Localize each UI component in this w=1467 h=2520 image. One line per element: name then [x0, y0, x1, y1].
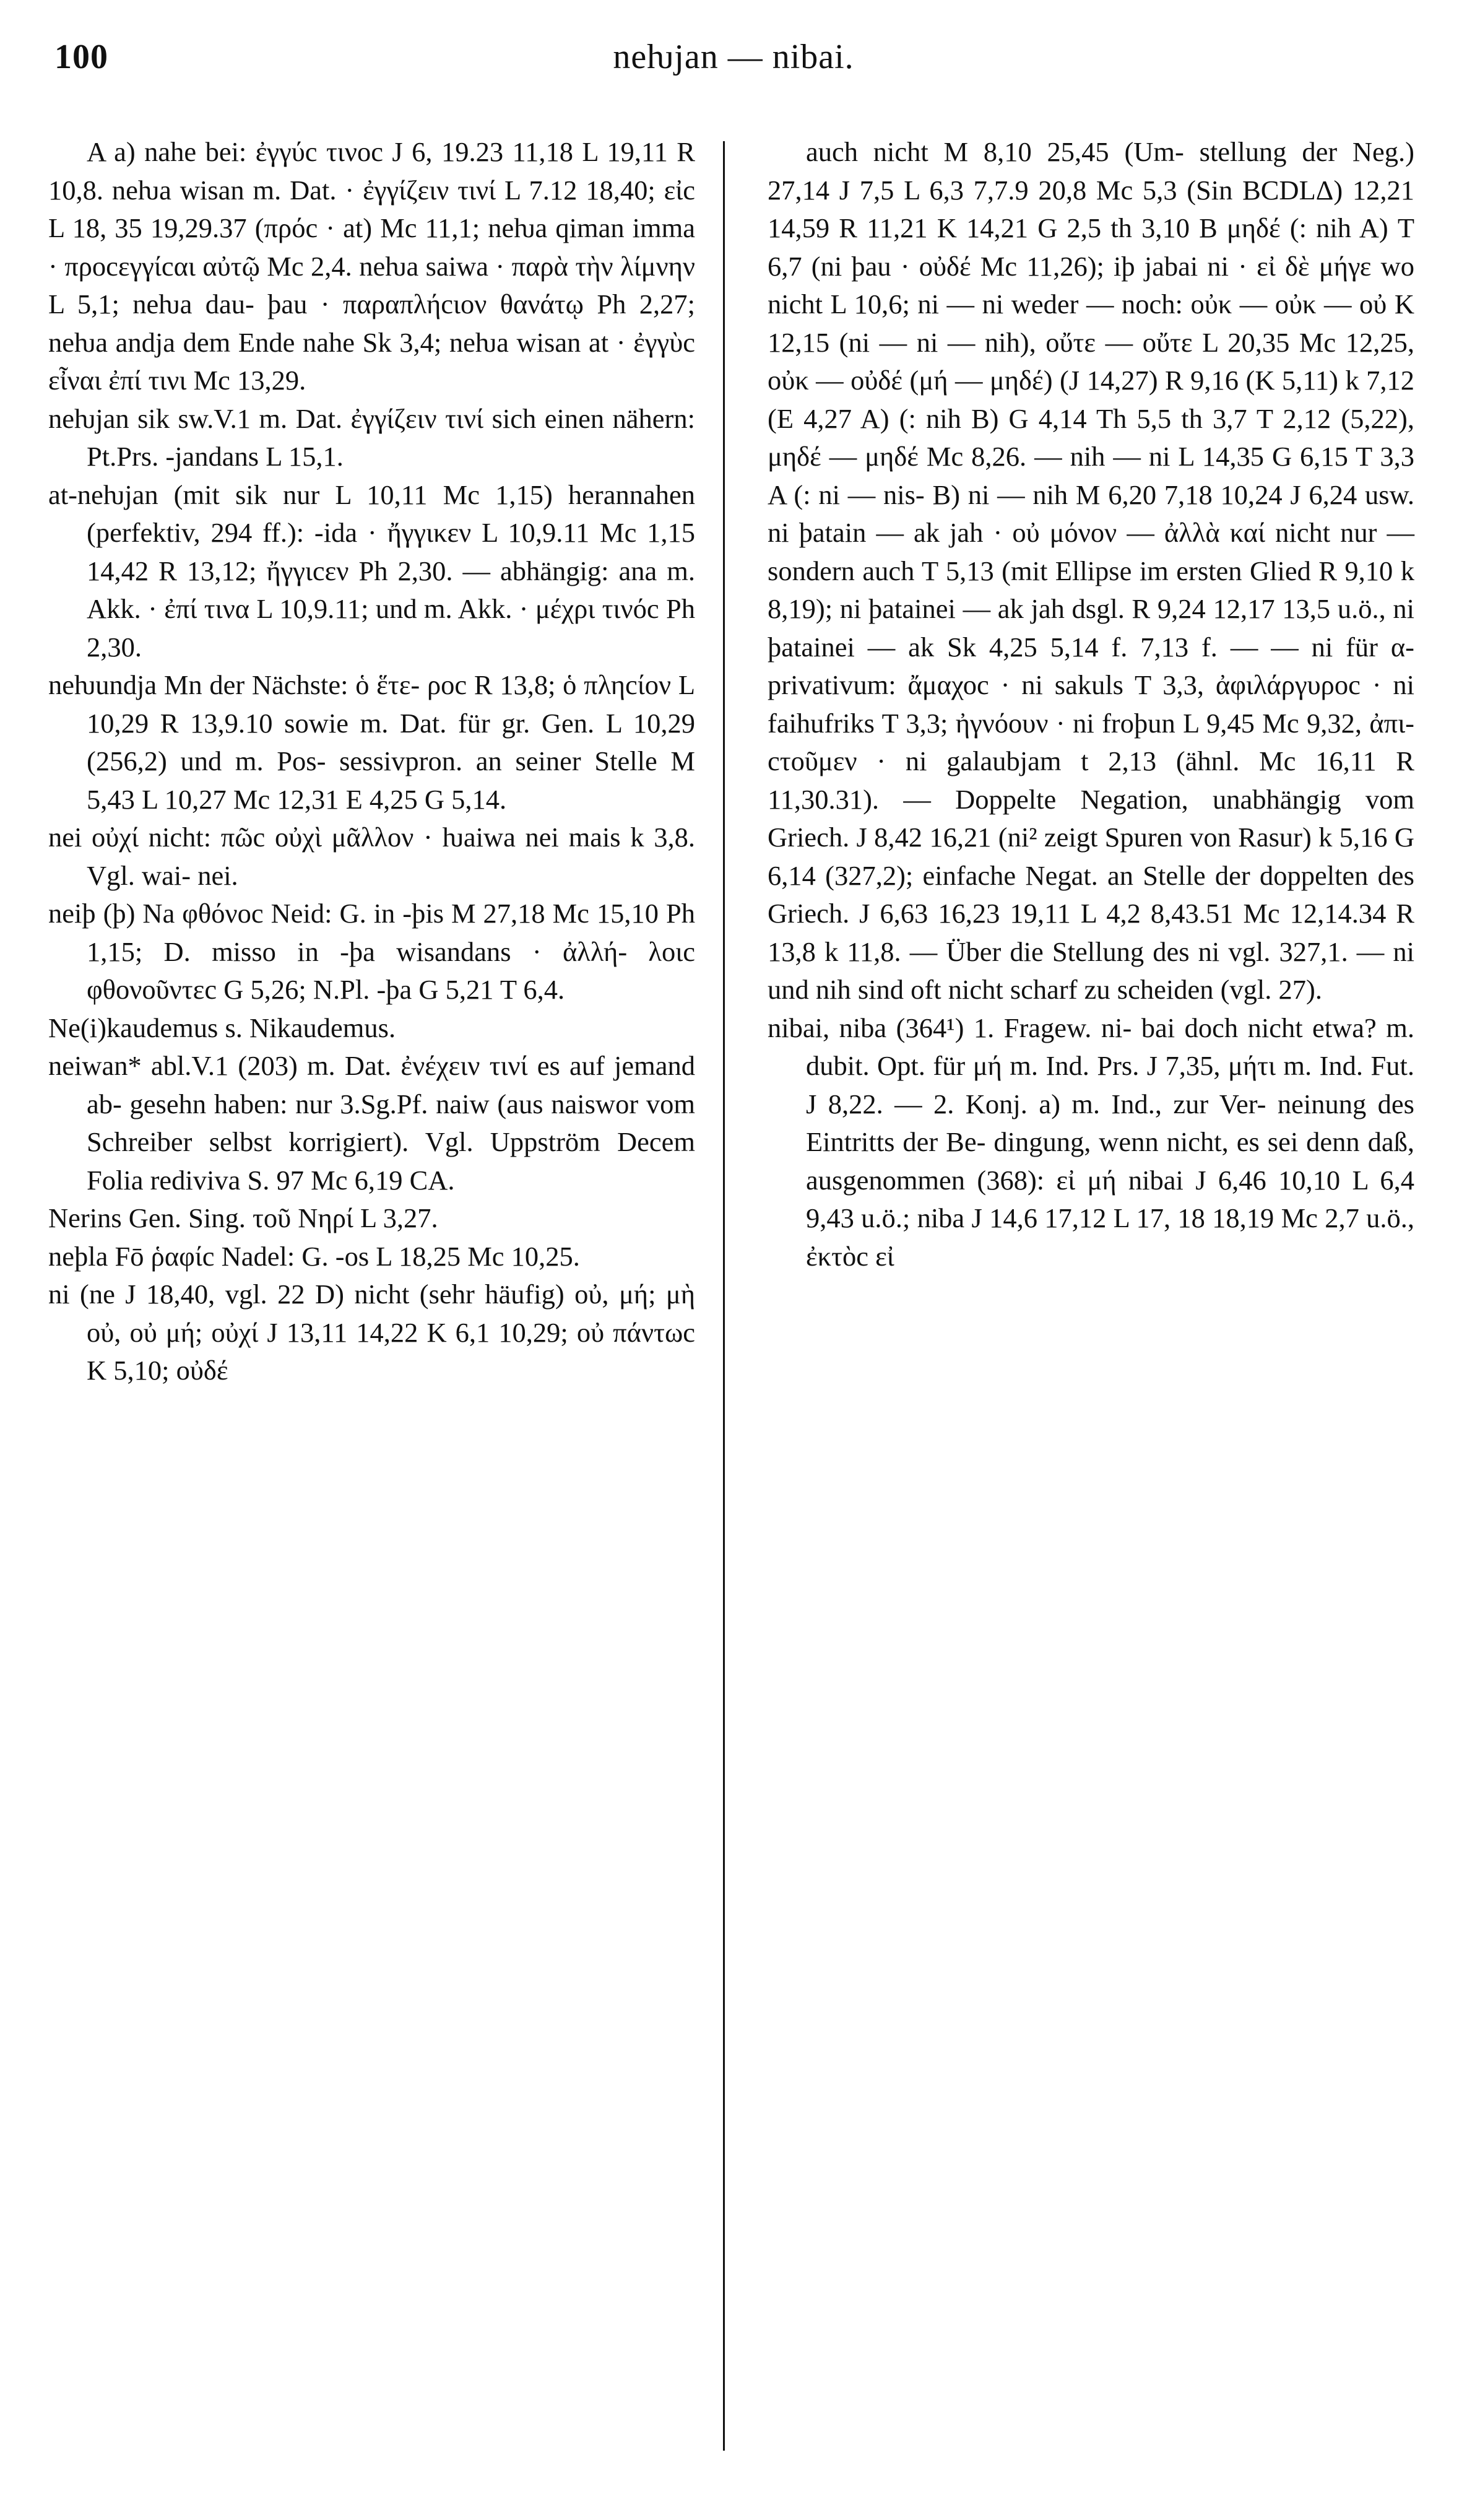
left-column — [48, 133, 695, 1390]
right-column — [768, 133, 1414, 1275]
page-header — [0, 37, 1467, 87]
entry: nibai, niba (364¹) 1. Fragew. ni- bai doch nicht etwa? m. dubit. Opt. für μή m. Ind. Prs. J 7,35, μήτι m. Ind. Fut. J 8,22. — 2. Konj. a) m. Ind., zur Ver- neinung des Eintritts der Be- dingung, wenn nicht, es sei denn daß, ausgenommen (368): εἰ μή nibai J 6,46 10,10 L 6,4 9,43 u.ö.; niba J 14,6 17,12 L 17, 18 18,19 Mc 2,7 u.ö., ἐκτὸc εἰ — [768, 1012, 1414, 1272]
running-head: neƕjan — nibai. — [613, 38, 854, 76]
entry: Nerins Gen. Sing. τοῦ Νηρί L 3,27. — [48, 1202, 438, 1233]
entry: nei οὐχί nicht: πῶc οὐχὶ μᾶλλον · ƕaiwa nei mais k 3,8. Vgl. wai- nei. — [48, 822, 695, 891]
page-number: 100 — [54, 38, 108, 76]
entry: ni (ne J 18,40, vgl. 22 D) nicht (sehr häufig) οὐ, μή; μὴ οὐ, οὐ μή; οὐχί J 13,11 14,22 K 6,1 10,29; οὐ πάντωc K 5,10; οὐδέ — [48, 1279, 695, 1386]
entry: Ne(i)kaudemus s. Nikaudemus. — [48, 1012, 396, 1043]
text-columns — [0, 133, 1467, 2486]
entry: A a) nahe bei: ἐγγύc τινοc J 6, 19.23 11,18 L 19,11 R 10,8. neƕa wisan m. Dat. · ἐγγίζειν τινί L 7.12 18,40; εἰc L 18, 35 19,29.37 (πρόc · at) Mc 11,1; neƕa qiman imma · προcεγγίcαι αὐτῷ Mc 2,4. neƕa saiwa · παρὰ τὴν λίμνην L 5,1; neƕa dau- þau · παραπλήcιον θανάτῳ Ph 2,27; neƕa andja dem Ende nahe Sk 3,4; neƕa wisan at · ἐγγὺc εἶναι ἐπί τινι Mc 13,29. — [48, 136, 695, 396]
entry: neþla Fō ῥαφίc Nadel: G. -os L 18,25 Mc 10,25. — [48, 1240, 580, 1272]
entry: neƕjan sik sw.V.1 m. Dat. ἐγγίζειν τινί sich einen nähern: Pt.Prs. -jandans L 15,1. — [48, 402, 695, 472]
entry: auch nicht M 8,10 25,45 (Um- stellung der Neg.) 27,14 J 7,5 L 6,3 7,7.9 20,8 Mc 5,3 (Sin BCDLΔ) 12,21 14,59 R 11,21 K 14,21 G 2,5 th 3,10 B μηδέ (: nih A) T 6,7 (ni þau · οὐδέ Mc 11,26); iþ jabai ni · εἰ δὲ μήγε wo nicht L 10,6; ni — ni weder — noch: οὐκ — οὐκ — οὐ K 12,15 (ni — ni — nih), οὔτε — οὔτε L 20,35 Mc 12,25, οὐκ — οὐδέ (μή — μηδέ) (J 14,27) R 9,16 (K 5,11) k 7,12 (E 4,27 A) (: nih B) G 4,14 Th 5,5 th 3,7 T 2,12 (5,22), μηδέ — μηδέ Mc 8,26. — nih — ni L 14,35 G 6,15 T 3,3 A (: ni — nis- B) ni — nih M 6,20 7,18 10,24 J 6,24 usw. ni þatain — ak jah · οὐ μόνον — ἀλλὰ καί nicht nur — sondern auch T 5,13 (mit Ellipse im ersten Glied R 9,10 k 8,19); ni þatainei — ak jah dsgl. R 9,24 12,17 13,5 u.ö., ni þatainei — ak Sk 4,25 5,14 f. 7,13 f. — — ni für α-privativum: ἄμαχοc · ni sakuls T 3,3, ἀφιλάργυροc · ni faihufriks T 3,3; ἠγνόουν · ni froþun L 9,45 Mc 9,32, ἀπι- cτοῦμεν · ni galaubjam t 2,13 (ähnl. Mc 16,11 R 11,30.31). — Doppelte Negation, unabhängig vom Griech. J 8,42 16,21 (ni² zeigt Spuren von Rasur) k 5,16 G 6,14 (327,2); einfache Negat. an Stelle der doppelten des Griech. J 6,63 16,23 19,11 L 4,2 8,43.51 Mc 12,14.34 R 13,8 k 11,8. — Über die Stellung des ni vgl. 327,1. — ni und nih sind oft nicht scharf zu scheiden (vgl. 27). — [768, 136, 1414, 1005]
entry: neiþ (þ) Na φθόνοc Neid: G. in -þis M 27,18 Mc 15,10 Ph 1,15; D. misso in -þa wisandans · ἀλλή- λοιc φθονοῦντεc G 5,26; N.Pl. -þa G 5,21 T 6,4. — [48, 898, 695, 1005]
entry: neiwan* abl.V.1 (203) m. Dat. ἐνέχειν τινί es auf jemand ab- gesehn haben: nur 3.Sg.Pf. naiw (aus naiswor vom Schreiber selbst korrigiert). Vgl. Uppström Decem Folia rediviva S. 97 Mc 6,19 CA. — [48, 1050, 695, 1196]
entry: at-neƕjan (mit sik nur L 10,11 Mc 1,15) herannahen (perfektiv, 294 ff.): -ida · ἤγγικεν L 10,9.11 Mc 1,15 14,42 R 13,12; ἤγγιcεν Ph 2,30. — abhängig: ana m. Akk. · ἐπί τινα L 10,9.11; und m. Akk. · μέχρι τινόc Ph 2,30. — [48, 479, 695, 663]
entry: neƕundja Mn der Nächste: ὁ ἕτε- ροc R 13,8; ὁ πληcίον L 10,29 R 13,9.10 sowie m. Dat. für gr. Gen. L 10,29 (256,2) und m. Pos- sessivpron. an seiner Stelle M 5,43 L 10,27 Mc 12,31 E 4,25 G 5,14. — [48, 669, 695, 815]
